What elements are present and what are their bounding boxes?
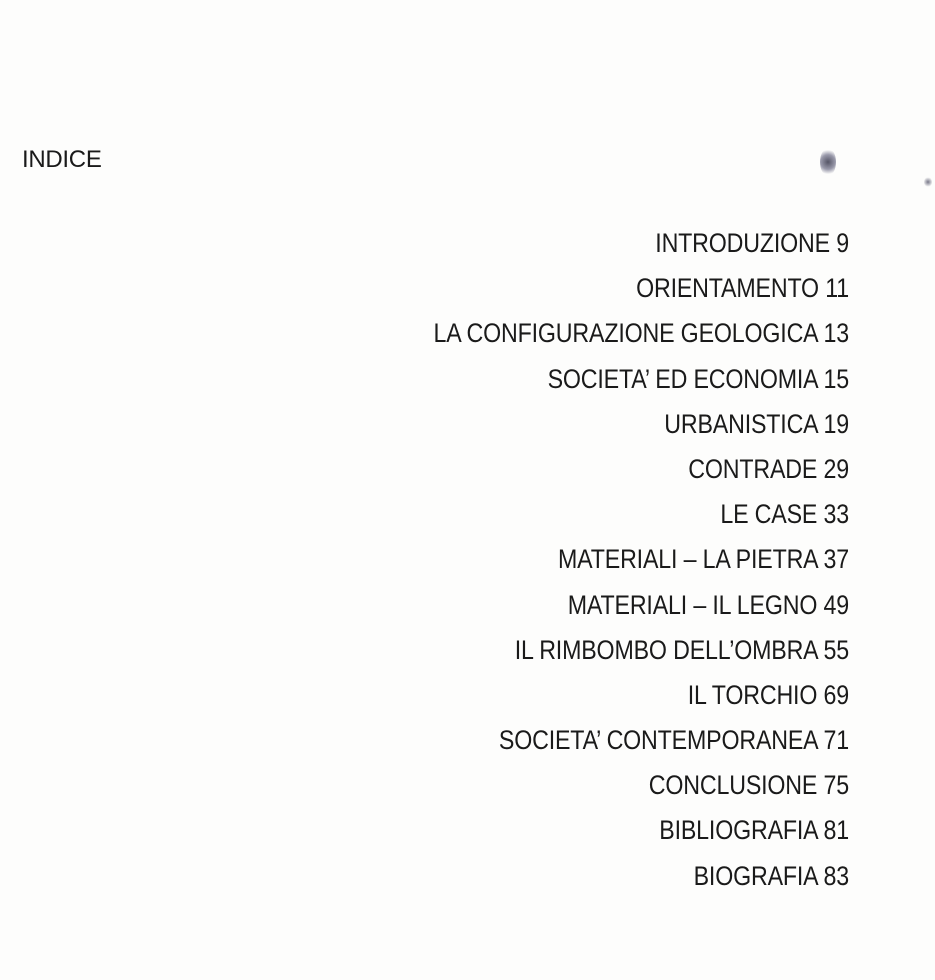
toc-entry-label: ORIENTAMENTO (636, 273, 819, 304)
toc-entry-page-number: 81 (823, 815, 849, 846)
toc-entry (247, 407, 849, 452)
toc-entry-page-number: 75 (823, 770, 849, 801)
ink-speck-mark (924, 177, 932, 187)
toc-entry-page-number: 49 (823, 589, 849, 620)
toc-entry-label: BIOGRAFIA (693, 860, 818, 891)
toc-entry (247, 271, 849, 316)
toc-entry (247, 813, 849, 858)
toc-entry-page-number: 69 (823, 679, 849, 710)
toc-entry (247, 859, 849, 904)
toc-entry-page-number: 11 (825, 273, 849, 304)
toc-entry-label: LE CASE (720, 499, 818, 530)
toc-entry (247, 633, 849, 678)
toc-entry-page-number: 29 (823, 453, 849, 484)
toc-entry-label: MATERIALI – LA PIETRA (557, 544, 818, 575)
toc-entry-label: MATERIALI – IL LEGNO (567, 589, 818, 620)
toc-entry-label: LA CONFIGURAZIONE GEOLOGICA (433, 318, 818, 349)
toc-entry (247, 452, 849, 497)
toc-entry-page-number: 55 (823, 634, 849, 665)
toc-entry (247, 723, 849, 768)
ink-smudge-mark (820, 148, 836, 176)
toc-entry (247, 678, 849, 723)
toc-entry (247, 542, 849, 587)
toc-entry (247, 497, 849, 542)
toc-entry-label: IL TORCHIO (687, 679, 818, 710)
toc-entry-page-number: 15 (823, 363, 849, 394)
toc-entry-page-number: 19 (823, 408, 849, 439)
toc-entry-label: BIBLIOGRAFIA (659, 815, 818, 846)
table-of-contents (149, 226, 849, 904)
toc-entry-label: URBANISTICA (664, 408, 818, 439)
toc-entry-page-number: 83 (823, 860, 849, 891)
index-title: INDICE (22, 146, 102, 173)
toc-entry (247, 316, 849, 361)
toc-entry-label: CONCLUSIONE (648, 770, 818, 801)
toc-entry-label: SOCIETA’ ED ECONOMIA (547, 363, 818, 394)
toc-entry (247, 588, 849, 633)
toc-entry-label: CONTRADE (688, 453, 818, 484)
toc-entry-page-number: 37 (823, 544, 849, 575)
toc-entry-page-number: 9 (836, 228, 849, 258)
toc-entry-label: SOCIETA’ CONTEMPORANEA (498, 725, 818, 756)
toc-entry-label: IL RIMBOMBO DELL’OMBRA (514, 634, 818, 665)
toc-entry-page-number: 13 (823, 318, 849, 349)
toc-entry (247, 362, 849, 407)
toc-entry-page-number: 71 (823, 725, 849, 756)
toc-entry-label: INTRODUZIONE (655, 228, 837, 258)
toc-entry-page-number: 33 (823, 499, 849, 530)
toc-entry (247, 226, 849, 271)
toc-entry (247, 768, 849, 813)
